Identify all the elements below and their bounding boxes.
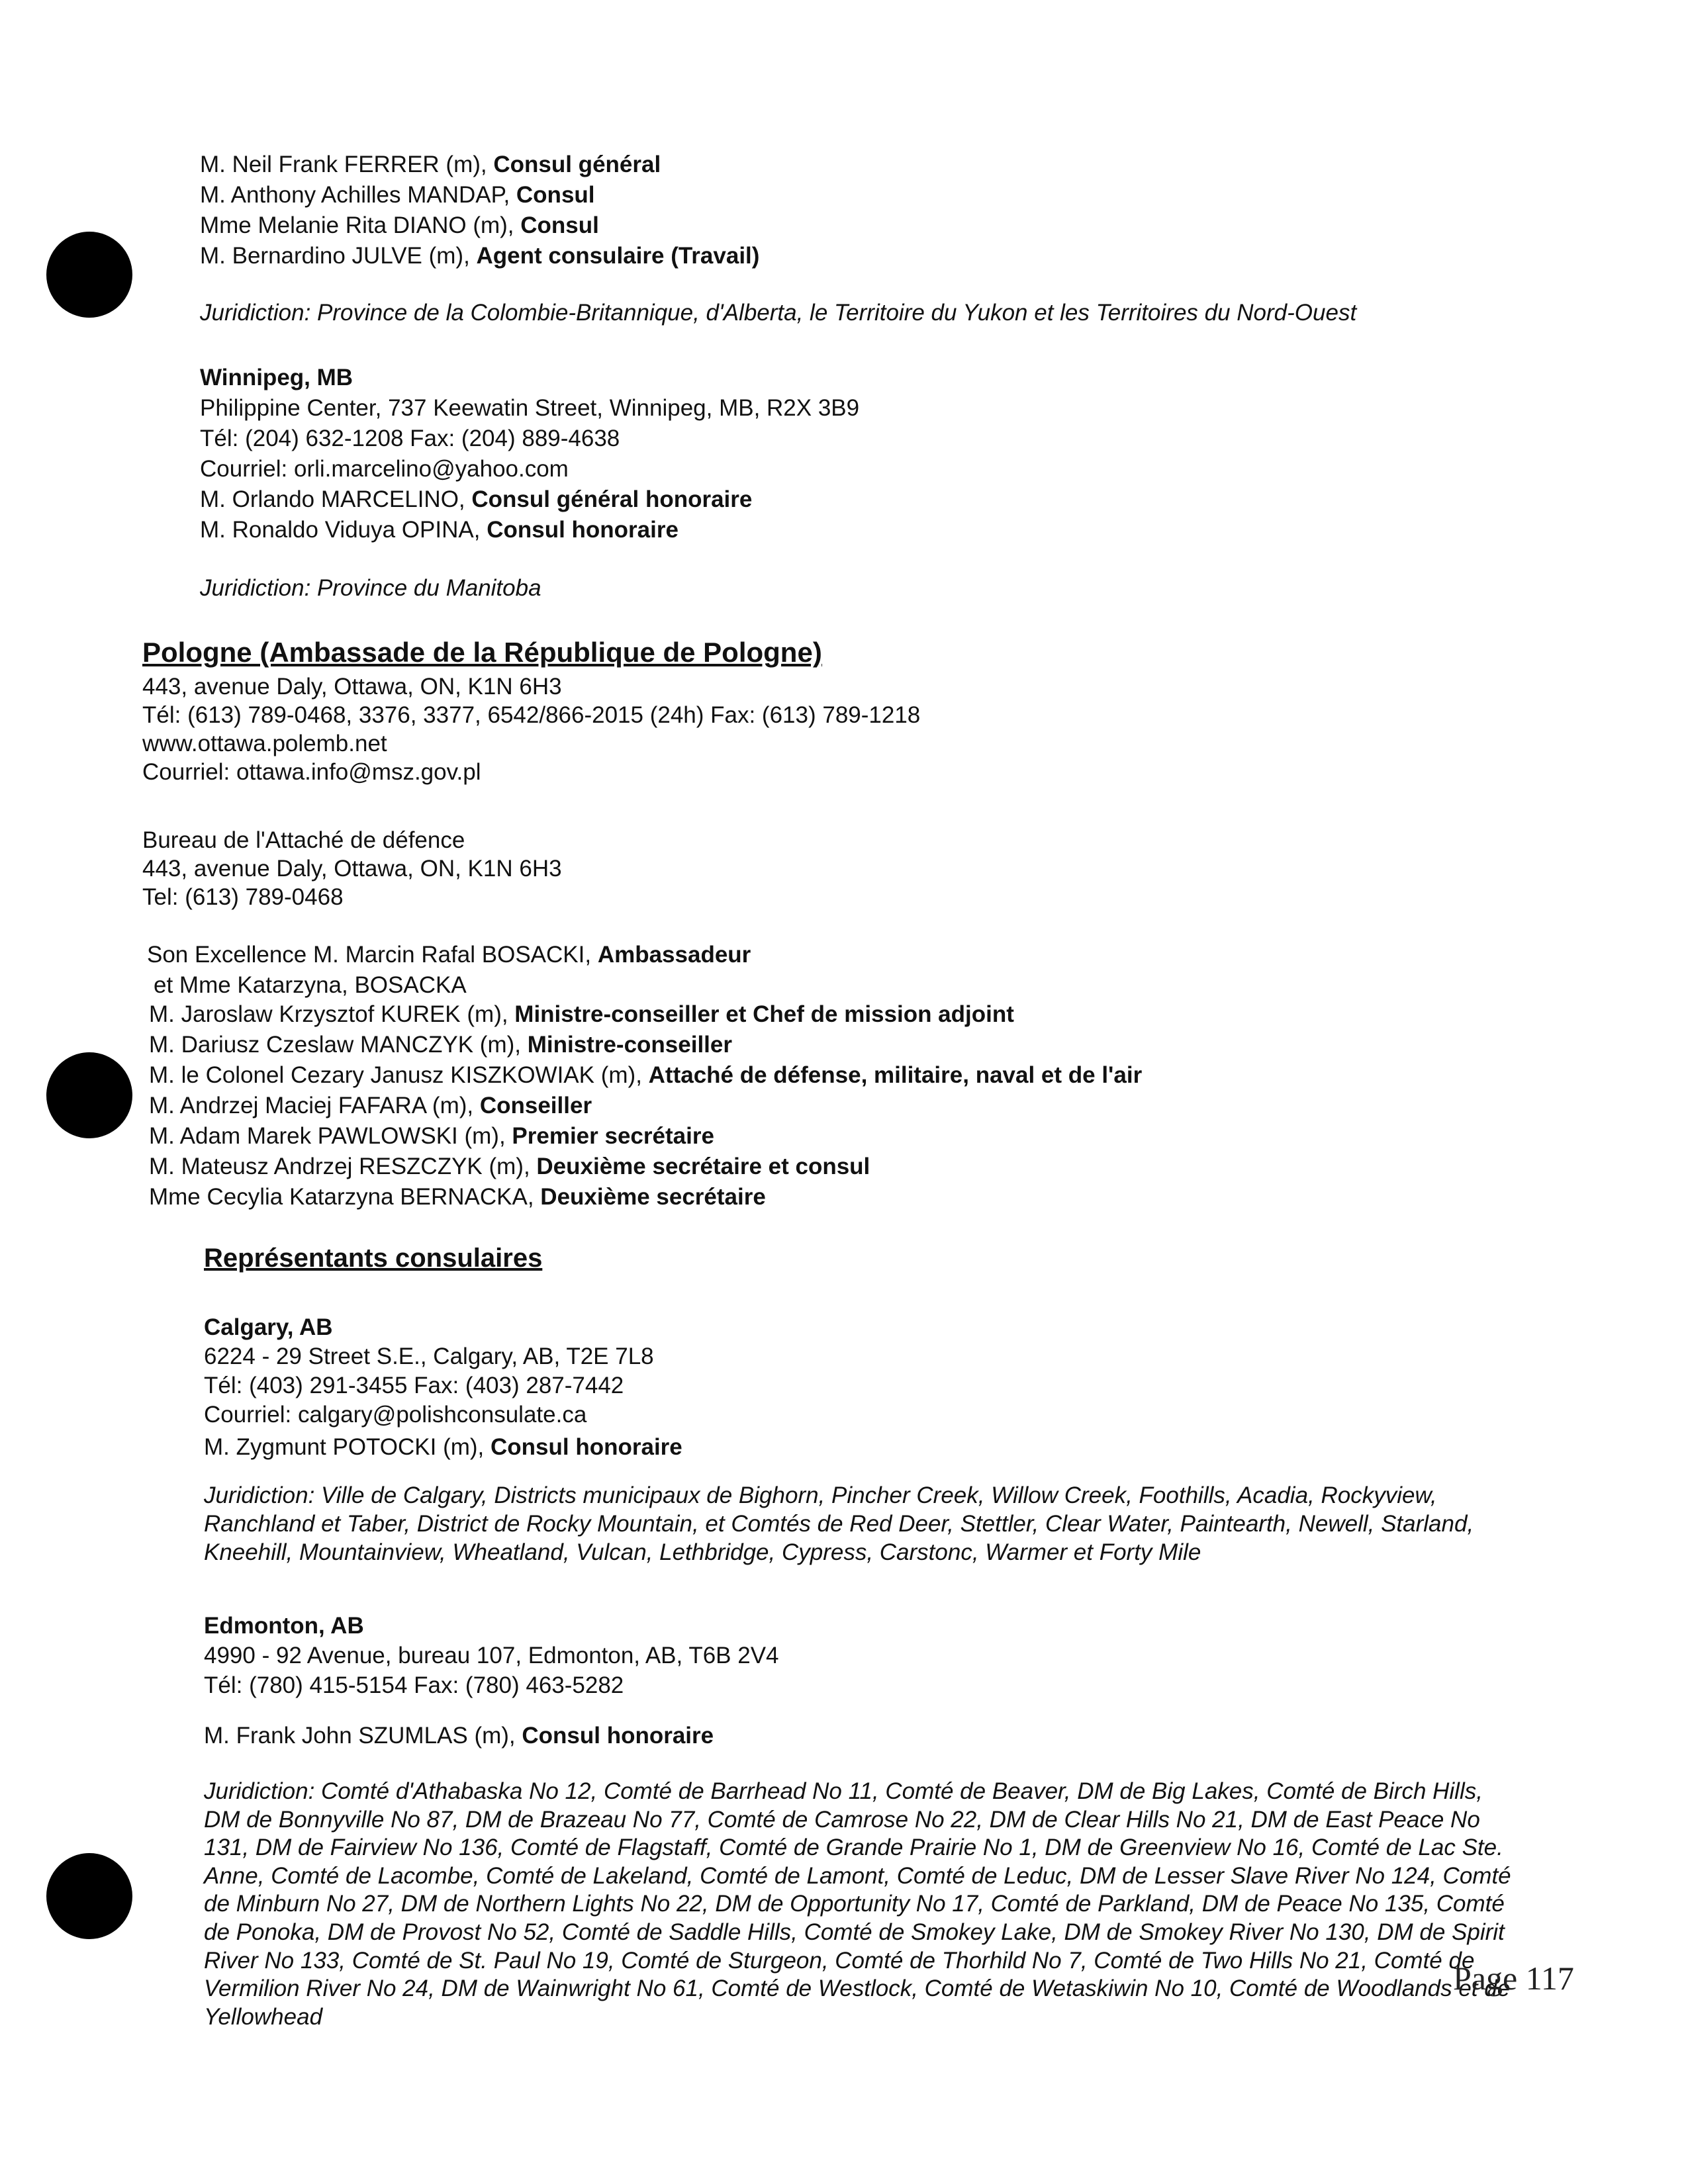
hole-punch-middle	[46, 1052, 132, 1138]
defence-office-name: Bureau de l'Attaché de défence	[142, 827, 465, 853]
edmonton-office	[204, 1611, 779, 1700]
staff-entry: M. Zygmunt POTOCKI (m), Consul honoraire	[204, 1434, 682, 1460]
staff-entry: Mme Melanie Rita DIANO (m), Consul	[200, 212, 599, 238]
staff-entry: Mme Cecylia Katarzyna BERNACKA, Deuxième secrétaire	[149, 1184, 766, 1210]
page-number: Page 117	[1453, 1960, 1574, 1997]
staff-entry: M. le Colonel Cezary Janusz KISZKOWIAK (m), Attaché de défense, militaire, naval et de l'air	[149, 1062, 1143, 1088]
ambassador-spouse: et Mme Katarzyna, BOSACKA	[154, 972, 467, 998]
staff-entry: M. Adam Marek PAWLOWSKI (m), Premier secrétaire	[149, 1123, 714, 1149]
staff-entry: M. Frank John SZUMLAS (m), Consul honoraire	[204, 1723, 714, 1749]
staff-entry: M. Mateusz Andrzej RESZCZYK (m), Deuxième secrétaire et consul	[149, 1154, 870, 1179]
staff-entry: M. Jaroslaw Krzysztof KUREK (m), Ministre-conseiller et Chef de mission adjoint	[149, 1001, 1014, 1027]
country-heading: Pologne (Ambassade de la République de Pologne)	[142, 637, 822, 668]
staff-entry: M. Bernardino JULVE (m), Agent consulaire (Travail)	[200, 243, 760, 269]
embassy-email: Courriel: ottawa.info@msz.gov.pl	[142, 759, 481, 785]
hole-punch-bottom	[46, 1853, 132, 1939]
calgary-staff	[204, 1432, 682, 1463]
edmonton-staff	[204, 1721, 714, 1751]
office-phone: Tél: (780) 415-5154 Fax: (780) 463-5282	[204, 1672, 624, 1698]
defence-office-phone: Tel: (613) 789-0468	[142, 884, 344, 910]
staff-entry: M. Andrzej Maciej FAFARA (m), Conseiller	[149, 1093, 592, 1118]
staff-entry: M. Orlando MARCELINO, Consul général honoraire	[200, 486, 753, 512]
office-phone: Tél: (403) 291-3455 Fax: (403) 287-7442	[204, 1373, 624, 1398]
office-heading: Calgary, AB	[204, 1314, 333, 1340]
defence-office-address: 443, avenue Daly, Ottawa, ON, K1N 6H3	[142, 856, 562, 882]
winnipeg-staff-list	[200, 484, 752, 545]
office-email: Courriel: calgary@polishconsulate.ca	[204, 1402, 587, 1428]
office-email: Courriel: orli.marcelino@yahoo.com	[200, 456, 569, 482]
hole-punch-top	[46, 232, 132, 318]
ambassador-line: Son Excellence M. Marcin Rafal BOSACKI, Ambassadeur	[147, 942, 751, 968]
winnipeg-jurisdiction: Juridiction: Province du Manitoba	[200, 575, 541, 601]
embassy-staff-list	[149, 999, 1142, 1212]
embassy-website: www.ottawa.polemb.net	[142, 731, 387, 756]
staff-entry: M. Ronaldo Viduya OPINA, Consul honoraire	[200, 517, 679, 543]
staff-entry: M. Neil Frank FERRER (m), Consul général	[200, 152, 661, 177]
vancouver-jurisdiction: Juridiction: Province de la Colombie-Britannique, d'Alberta, le Territoire du Yukon et les Territoires du Nord-Ouest	[200, 300, 1357, 326]
staff-entry: M. Dariusz Czeslaw MANCZYK (m), Ministre-conseiller	[149, 1032, 732, 1058]
ambassador-entry	[147, 940, 751, 1001]
staff-entry: M. Anthony Achilles MANDAP, Consul	[200, 182, 595, 208]
office-address: 4990 - 92 Avenue, bureau 107, Edmonton, AB, T6B 2V4	[204, 1643, 779, 1668]
winnipeg-office	[200, 363, 859, 484]
office-address: 6224 - 29 Street S.E., Calgary, AB, T2E 7L8	[204, 1343, 654, 1369]
office-heading: Winnipeg, MB	[200, 365, 353, 390]
embassy-phone: Tél: (613) 789-0468, 3376, 3377, 6542/866-2015 (24h) Fax: (613) 789-1218	[142, 702, 921, 728]
consular-representatives-heading: Représentants consulaires	[204, 1244, 543, 1273]
defence-office	[142, 826, 562, 911]
office-address: Philippine Center, 737 Keewatin Street, Winnipeg, MB, R2X 3B9	[200, 395, 860, 421]
calgary-jurisdiction: Juridiction: Ville de Calgary, Districts municipaux de Bighorn, Pincher Creek, Willow Creek, Foothills, Acadia, Rockyview, Ranchland et Taber, District de Rocky Mountain, et Comtés de Red Deer, Stettler, Clear Water, Paintearth, Newell, Starland, Kneehill, Mountainview, Wheatland, Vulcan, Lethbridge, Cypress, Carstonc, Warmer et Forty Mile	[204, 1482, 1474, 1565]
embassy-address: 443, avenue Daly, Ottawa, ON, K1N 6H3	[142, 674, 562, 700]
office-phone: Tél: (204) 632-1208 Fax: (204) 889-4638	[200, 426, 620, 451]
vancouver-staff-list	[200, 150, 759, 271]
embassy-contact	[142, 672, 920, 786]
edmonton-jurisdiction: Juridiction: Comté d'Athabaska No 12, Comté de Barrhead No 11, Comté de Beaver, DM de Big Lakes, Comté de Birch Hills, DM de Bonnyville No 87, DM de Brazeau No 77, Comté de Camrose No 22, DM de Clear Hills No 21, DM de East Peace No 131, DM de Fairview No 136, Comté de Flagstaff, Comté de Grande Prairie No 1, DM de Greenview No 16, Comté de Lac Ste. Anne, Comté de Lacombe, Comté de Lakeland, Comté de Lamont, Comté de Leduc, DM de Lesser Slave River No 124, Comté de Minburn No 27, DM de Northern Lights No 22, DM de Opportunity No 17, Comté de Parkland, DM de Peace No 135, Comté de Ponoka, DM de Provost No 52, Comté de Saddle Hills, Comté de Smokey Lake, DM de Smokey River No 130, DM de Spirit River No 133, Comté de St. Paul No 19, Comté de Sturgeon, Comté de Thorhild No 7, Comté de Two Hills No 21, Comté de Vermilion River No 24, DM de Wainwright No 61, Comté de Westlock, Comté de Wetaskiwin No 10, Comté de Woodlands et de Yellowhead	[204, 1778, 1511, 2030]
calgary-office	[204, 1313, 654, 1430]
office-heading: Edmonton, AB	[204, 1613, 364, 1639]
